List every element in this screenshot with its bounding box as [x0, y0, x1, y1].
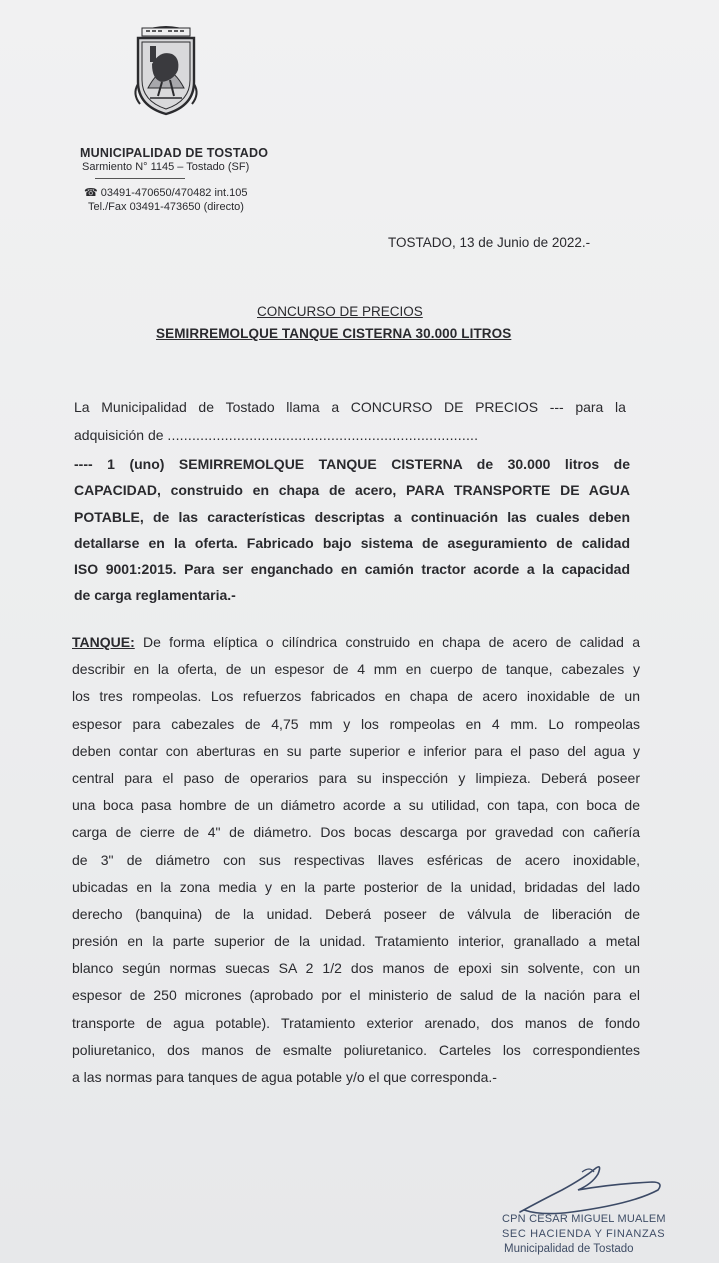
tanque-line: a las normas para tanques de agua potable y/o el que corresponda.-	[72, 1069, 497, 1085]
intro-word: DE	[444, 399, 464, 415]
municipality-name: MUNICIPALIDAD DE TOSTADO	[80, 146, 269, 160]
signatory-name: CPN CESAR MIGUEL MUALEM	[502, 1213, 666, 1225]
tanque-section	[72, 629, 640, 1091]
address-underline	[95, 178, 185, 179]
tanque-line: poliuretanico, dos manos de esmalte poliuretanico. Carteles los correspondientes	[72, 1041, 640, 1058]
tanque-line: espesor de 250 micrones (aprobado por el ministerio de salud de la nación para el	[72, 987, 640, 1004]
item-line: ISO 9001:2015. Para ser enganchado en camión tractor acorde a la capacidad	[74, 561, 630, 578]
document-title: CONCURSO DE PRECIOS	[257, 304, 423, 319]
intro-word: ---	[549, 399, 564, 415]
intro-line-2-text: adquisición de	[74, 427, 164, 443]
municipal-seal-icon	[128, 24, 204, 116]
intro-word: Municipalidad	[101, 399, 187, 415]
tanque-line: derecho (banquina) de la unidad. Deberá poseer de válvula de liberación de	[72, 905, 640, 922]
intro-word: CONCURSO	[350, 399, 433, 415]
tanque-line: una boca pasa hombre de un diámetro acorde a su utilidad, con tapa, con boca de	[72, 797, 640, 814]
tanque-line: espesor para cabezales de 4,75 mm y los rompeolas en 4 mm. Lo rompeolas	[72, 715, 640, 732]
tanque-line: central para el paso de operarios para su inspección y limpieza. Deberá poseer	[72, 769, 640, 786]
signatory-role: SEC HACIENDA Y FINANZAS	[502, 1228, 666, 1240]
date-line: TOSTADO, 13 de Junio de 2022.-	[388, 235, 591, 250]
tanque-line: blanco según normas suecas SA 2 1/2 dos manos de epoxi sin solvente, con un	[72, 960, 640, 977]
intro-line-2	[74, 427, 478, 443]
intro-word: llama	[286, 399, 320, 415]
tanque-line: transporte de agua potable). Tratamiento exterior arenado, dos manos de fondo	[72, 1014, 640, 1031]
intro-word: de	[198, 399, 214, 415]
tanque-line: describir en la oferta, de un espesor de 4 mm en cuerpo de tanque, cabezales y	[72, 661, 640, 678]
signatory-organization: Municipalidad de Tostado	[504, 1243, 634, 1255]
tanque-line: presión en la parte superior de la unidad. Tratamiento interior, granallado a metal	[72, 933, 640, 950]
municipality-address: Sarmiento N° 1145 – Tostado (SF)	[82, 161, 250, 173]
intro-word: a	[331, 399, 340, 415]
telephone-icon: ☎	[84, 187, 98, 199]
tanque-line: de 3" de diámetro con sus respectivas llaves esféricas de acero inoxidable,	[72, 851, 640, 868]
intro-line-1	[74, 399, 626, 415]
tanque-line	[72, 629, 640, 656]
phone-line	[84, 186, 248, 199]
item-line: POTABLE, de las características descriptas a continuación las cuales deben	[74, 508, 630, 525]
fill-in-dots: ............................................................................	[167, 427, 479, 443]
tanque-line: carga de cierre de 4" de diámetro. Dos bocas descarga por gravedad con cañería	[72, 824, 640, 841]
item-line: ---- 1 (uno) SEMIRREMOLQUE TANQUE CISTERNA de 30.000 litros de	[74, 456, 630, 472]
phone-number: 03491-470650/470482 int.105	[100, 187, 248, 199]
tanque-line: ubicadas en la zona media y en la parte posterior de la unidad, bridadas del lado	[72, 878, 640, 895]
document-subtitle: SEMIRREMOLQUE TANQUE CISTERNA 30.000 LITROS	[156, 326, 512, 341]
tanque-label: TANQUE:	[72, 634, 135, 650]
intro-word: La	[74, 399, 90, 415]
intro-word: para	[575, 399, 604, 415]
fax-line: Tel./Fax 03491-473650 (directo)	[88, 201, 244, 213]
intro-word: Tostado	[225, 399, 275, 415]
intro-word: la	[614, 399, 626, 415]
item-line: detallarse en la oferta. Fabricado bajo sistema de aseguramiento de calidad	[74, 534, 630, 551]
tanque-line: deben contar con aberturas en su parte superior e inferior para el paso del agua y	[72, 742, 640, 759]
tanque-line: los tres rompeolas. Los refuerzos fabricados en chapa de acero inoxidable de un	[72, 688, 640, 705]
tanque-line-text: De forma elíptica o cilíndrica construido en chapa de acero de calidad a	[134, 634, 640, 650]
intro-word: PRECIOS	[475, 399, 539, 415]
item-line: CAPACIDAD, construido en chapa de acero, PARA TRANSPORTE DE AGUA	[74, 482, 630, 499]
item-description	[74, 451, 630, 609]
item-line: de carga reglamentaria.-	[74, 587, 236, 604]
